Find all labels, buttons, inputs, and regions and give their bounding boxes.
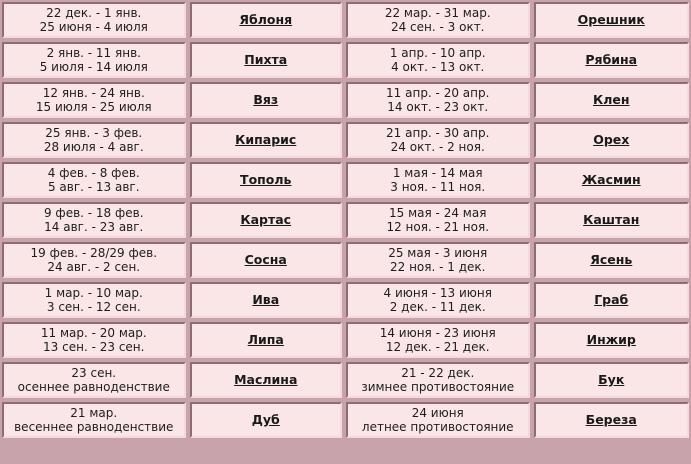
left-tree-link[interactable]: Пихта [244, 52, 288, 67]
left-date-line: 12 янв. - 24 янв. [42, 86, 145, 100]
right-tree-link[interactable]: Каштан [583, 212, 640, 227]
right-tree-cell [534, 82, 690, 118]
left-date-cell [2, 242, 186, 278]
table-body [2, 2, 689, 438]
right-date-cell [346, 322, 530, 358]
table-row [2, 322, 689, 358]
left-date-cell [2, 122, 186, 158]
right-date-line: 24 сен. - 3 окт. [390, 20, 485, 34]
right-date-cell [346, 82, 530, 118]
right-tree-link[interactable]: Клен [593, 92, 630, 107]
right-date-line: летнее противостояние [361, 420, 514, 434]
right-tree-link[interactable]: Ясень [590, 252, 633, 267]
table-row [2, 282, 689, 318]
left-date-line: 9 фев. - 18 фев. [43, 206, 144, 220]
right-date-line: 1 мая - 14 мая [392, 166, 483, 180]
left-tree-cell [190, 162, 342, 198]
table-row [2, 82, 689, 118]
left-date-line: 24 авг. - 2 сен. [47, 260, 141, 274]
right-date-line: 1 апр. - 10 апр. [389, 46, 486, 60]
right-date-cell [346, 162, 530, 198]
left-date-line: 3 сен. - 12 сен. [46, 300, 141, 314]
right-tree-cell [534, 162, 690, 198]
left-tree-cell [190, 42, 342, 78]
left-date-cell [2, 162, 186, 198]
left-date-line: 5 авг. - 13 авг. [47, 180, 140, 194]
left-tree-link[interactable]: Яблоня [239, 12, 293, 27]
left-date-line: 25 июня - 4 июля [39, 20, 148, 34]
left-date-cell [2, 362, 186, 398]
left-date-line: 19 фев. - 28/29 фев. [30, 246, 158, 260]
left-date-line: 21 мар. [70, 406, 118, 420]
left-tree-cell [190, 82, 342, 118]
right-date-line: 14 июня - 23 июня [379, 326, 496, 340]
left-tree-cell [190, 362, 342, 398]
right-tree-cell [534, 242, 690, 278]
right-date-line: 4 июня - 13 июня [383, 286, 492, 300]
right-date-cell [346, 402, 530, 438]
right-tree-cell [534, 402, 690, 438]
left-tree-link[interactable]: Кипарис [235, 132, 297, 147]
left-tree-cell [190, 2, 342, 38]
left-date-line: 1 мар. - 10 мар. [44, 286, 143, 300]
right-date-cell [346, 42, 530, 78]
left-date-line: 11 мар. - 20 мар. [40, 326, 147, 340]
table-row [2, 202, 689, 238]
right-tree-cell [534, 42, 690, 78]
left-tree-cell [190, 322, 342, 358]
left-tree-cell [190, 242, 342, 278]
right-date-line: зимнее противостояние [361, 380, 515, 394]
left-tree-link[interactable]: Тополь [240, 172, 292, 187]
right-tree-link[interactable]: Орешник [577, 12, 645, 27]
right-date-line: 22 мар. - 31 мар. [384, 6, 491, 20]
right-date-line: 11 апр. - 20 апр. [386, 86, 490, 100]
right-date-cell [346, 362, 530, 398]
left-tree-link[interactable]: Сосна [244, 252, 287, 267]
right-tree-cell [534, 2, 690, 38]
left-date-line: 4 фев. - 8 фев. [47, 166, 140, 180]
right-date-cell [346, 242, 530, 278]
right-tree-cell [534, 122, 690, 158]
right-date-cell [346, 2, 530, 38]
right-tree-link[interactable]: Жасмин [581, 172, 641, 187]
right-tree-link[interactable]: Граб [594, 292, 629, 307]
left-tree-link[interactable]: Картас [240, 212, 292, 227]
right-tree-cell [534, 362, 690, 398]
right-date-cell [346, 282, 530, 318]
right-date-line: 25 мая - 3 июня [388, 246, 488, 260]
left-date-line: 28 июля - 4 авг. [43, 140, 144, 154]
right-date-line: 2 дек. - 11 дек. [389, 300, 486, 314]
table-row [2, 362, 689, 398]
left-tree-link[interactable]: Ива [252, 292, 280, 307]
left-date-cell [2, 402, 186, 438]
table-row [2, 122, 689, 158]
left-date-line: 23 сен. [71, 366, 117, 380]
right-tree-link[interactable]: Рябина [585, 52, 638, 67]
left-tree-cell [190, 202, 342, 238]
right-tree-cell [534, 322, 690, 358]
table-row [2, 2, 689, 38]
left-tree-link[interactable]: Липа [247, 332, 284, 347]
left-date-cell [2, 322, 186, 358]
left-date-line: осеннее равноденствие [17, 380, 170, 394]
left-tree-link[interactable]: Дуб [251, 412, 280, 427]
left-date-line: 15 июля - 25 июля [35, 100, 152, 114]
right-tree-cell [534, 202, 690, 238]
right-date-line: 22 ноя. - 1 дек. [390, 260, 486, 274]
left-date-cell [2, 282, 186, 318]
right-tree-link[interactable]: Орех [593, 132, 630, 147]
right-date-line: 4 окт. - 13 окт. [391, 60, 485, 74]
left-tree-link[interactable]: Вяз [253, 92, 279, 107]
left-date-line: 22 дек. - 1 янв. [46, 6, 142, 20]
left-date-line: 13 сен. - 23 сен. [43, 340, 145, 354]
right-date-line: 24 окт. - 2 ноя. [390, 140, 485, 154]
right-date-line: 15 мая - 24 мая [389, 206, 487, 220]
left-date-cell [2, 82, 186, 118]
right-tree-link[interactable]: Инжир [586, 332, 636, 347]
table-row [2, 402, 689, 438]
right-date-line: 21 - 22 дек. [401, 366, 475, 380]
left-date-cell [2, 2, 186, 38]
left-date-cell [2, 202, 186, 238]
right-date-line: 12 ноя. - 21 ноя. [386, 220, 490, 234]
left-tree-cell [190, 282, 342, 318]
left-date-cell [2, 42, 186, 78]
left-date-line: 25 янв. - 3 фев. [45, 126, 143, 140]
right-tree-link[interactable]: Береза [585, 412, 637, 427]
table-row [2, 42, 689, 78]
left-tree-link[interactable]: Маслина [234, 372, 298, 387]
table-row [2, 242, 689, 278]
left-tree-cell [190, 402, 342, 438]
right-date-line: 21 апр. - 30 апр. [386, 126, 490, 140]
right-date-cell [346, 122, 530, 158]
right-date-line: 12 дек. - 21 дек. [385, 340, 490, 354]
left-date-line: 2 янв. - 11 янв. [46, 46, 141, 60]
right-date-line: 14 окт. - 23 окт. [387, 100, 489, 114]
right-date-line: 3 ноя. - 11 ноя. [390, 180, 486, 194]
right-date-line: 24 июня [411, 406, 464, 420]
left-date-line: 5 июля - 14 июля [39, 60, 148, 74]
right-tree-link[interactable]: Бук [598, 372, 625, 387]
table-row [2, 162, 689, 198]
left-tree-cell [190, 122, 342, 158]
right-tree-cell [534, 282, 690, 318]
right-date-cell [346, 202, 530, 238]
left-date-line: 14 авг. - 23 авг. [44, 220, 144, 234]
left-date-line: весеннее равноденствие [14, 420, 174, 434]
